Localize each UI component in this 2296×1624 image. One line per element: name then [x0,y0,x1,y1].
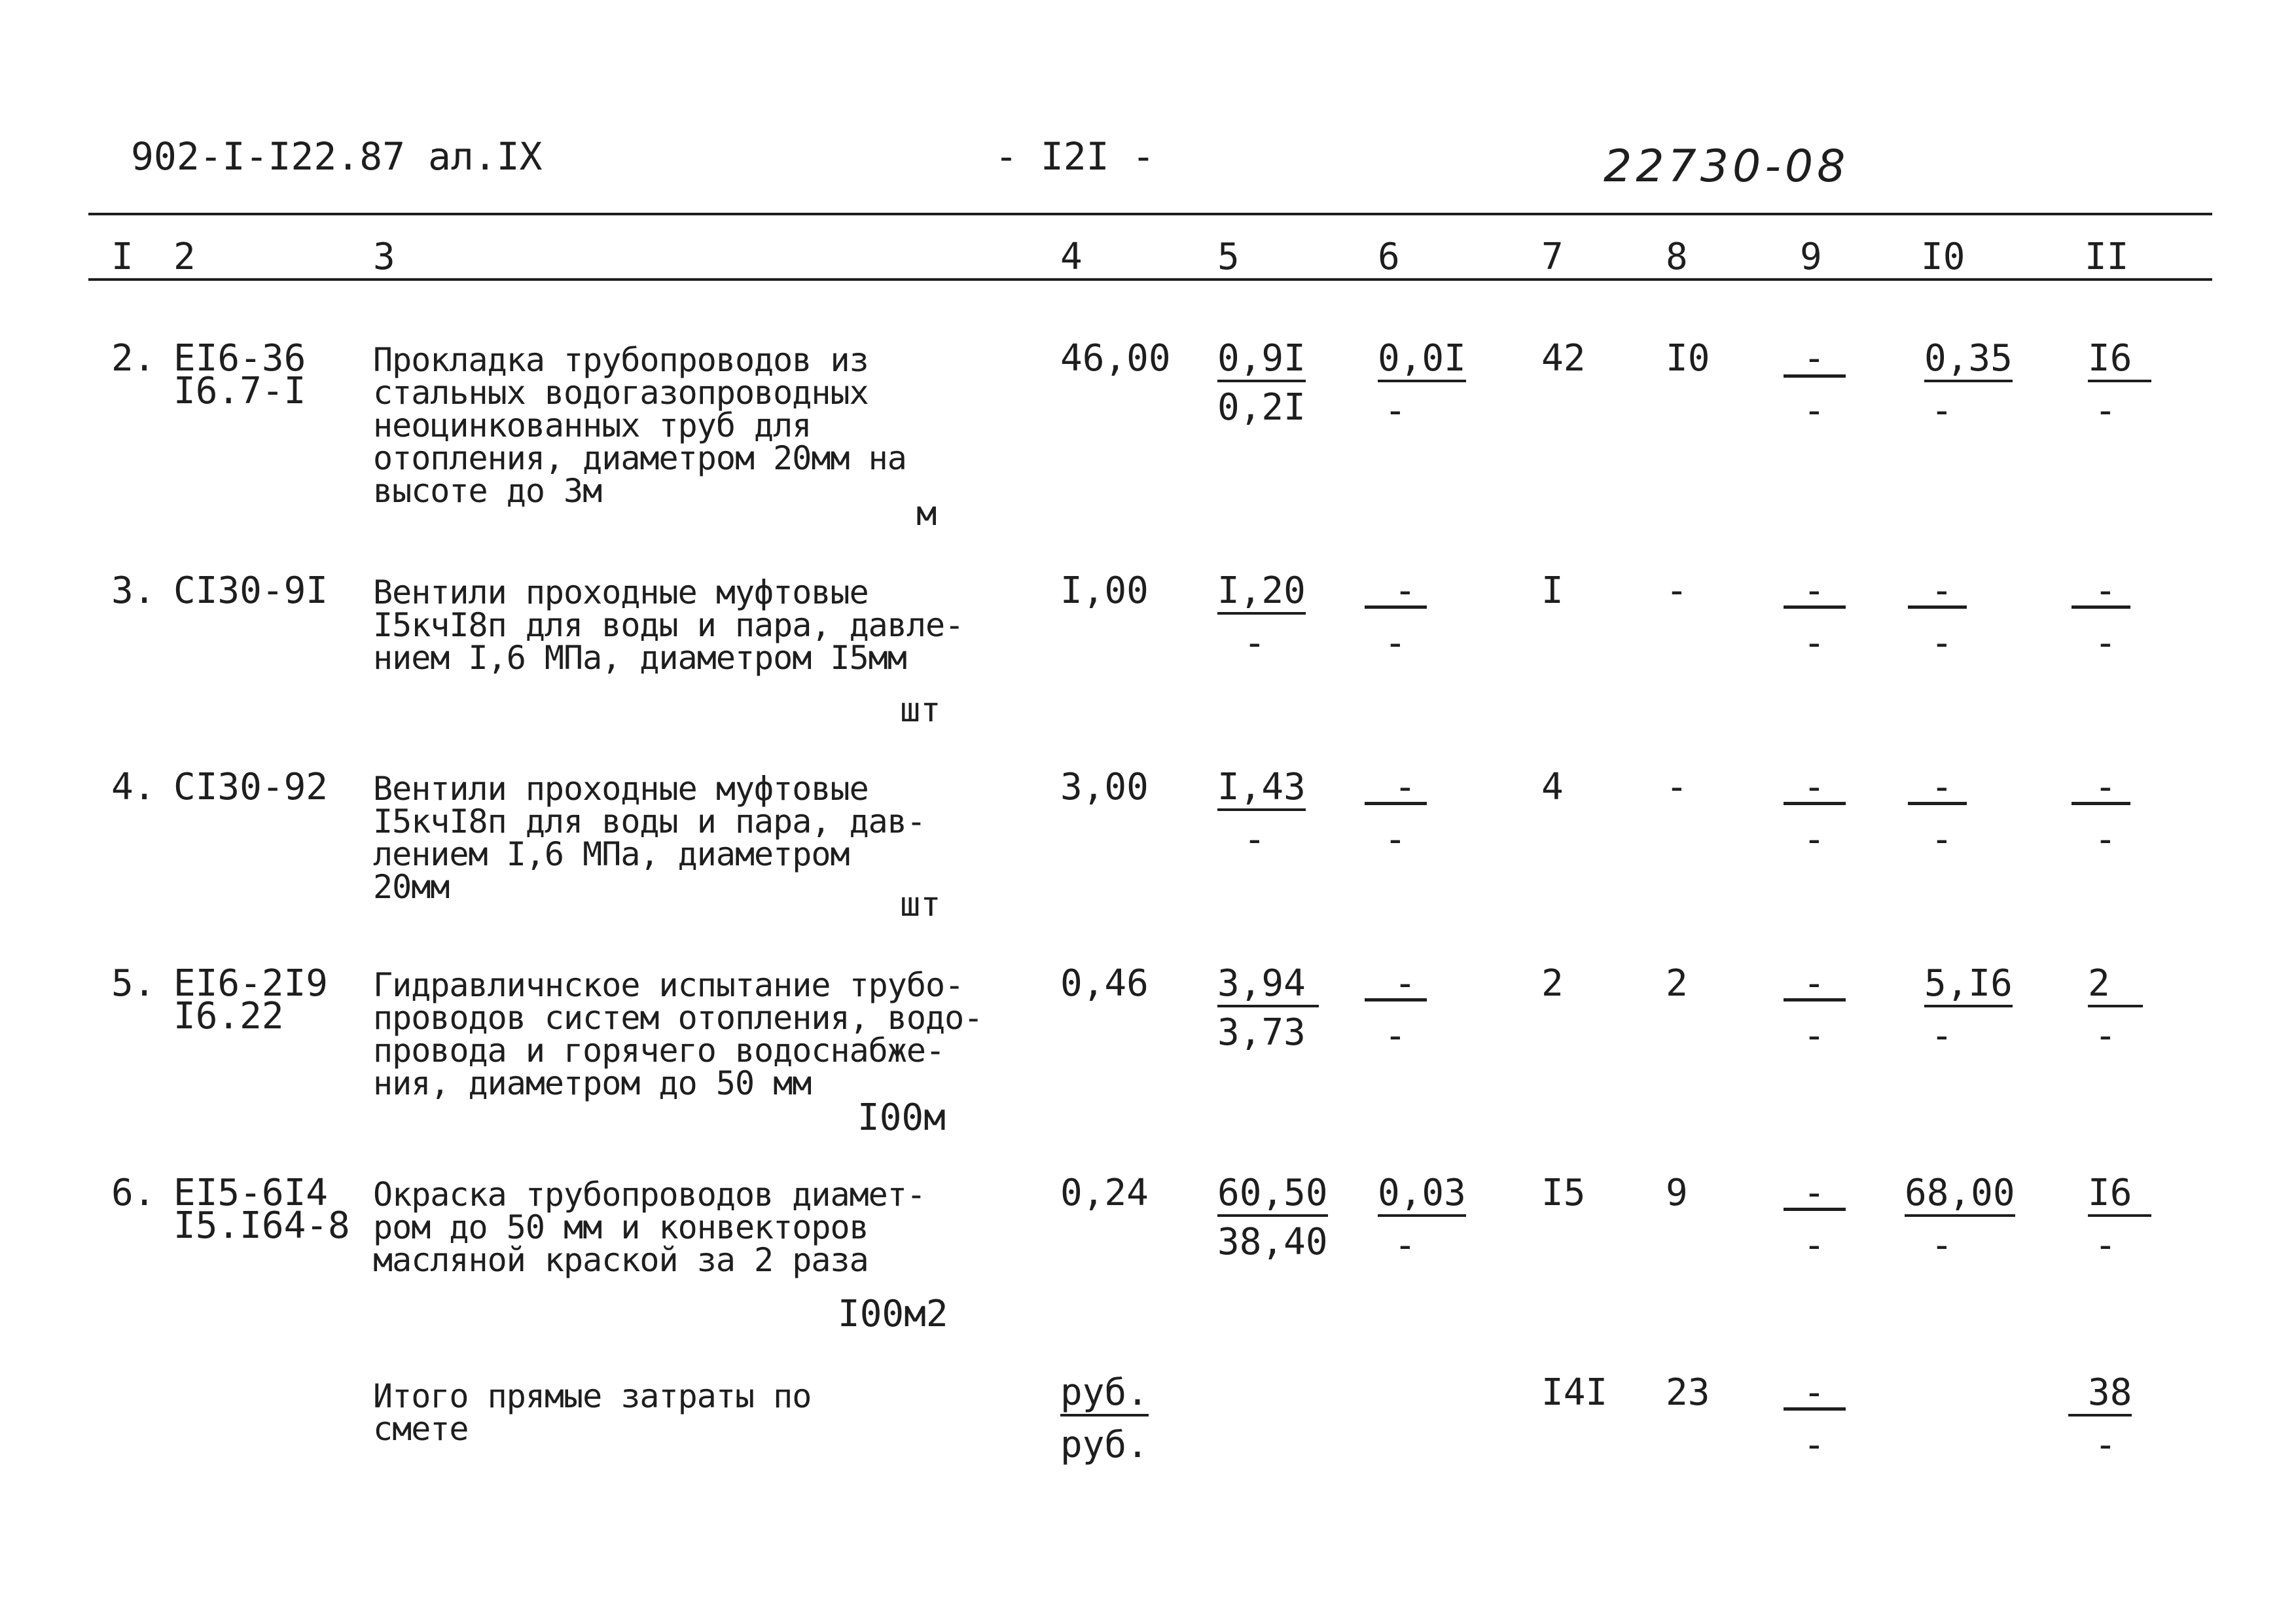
cell-col9-underline [1784,802,1846,805]
column-header-5: 5 [1217,236,1240,278]
row-description-line: масляной краской за 2 раза [373,1241,869,1279]
cell-col6-bottom: - [1384,818,1407,861]
cell-col5-top-value: I,20 [1217,573,1306,615]
row-unit: I00м [857,1096,946,1139]
drawing-number: 22730-08 [1604,141,1850,192]
cell-col9-top: - [1803,1172,1825,1214]
cell-col11-underline [2072,802,2130,805]
total-col11-top [2068,1371,2132,1416]
row-code: CI30-92 [173,766,329,808]
cell-col10-top-value: 5,I6 [1924,965,2013,1007]
cell-col5-top-value: I,43 [1217,769,1306,811]
cell-col10-top [1924,962,2013,1007]
row-code-secondary: I6.22 [173,995,284,1038]
row-unit: I00м2 [838,1293,948,1335]
cell-col11-top-value: 2 [2088,965,2143,1007]
row-code-secondary: I5.I64-8 [173,1204,350,1247]
total-description-line: смете [373,1410,469,1448]
row-number: 5. [111,962,156,1005]
cell-col10-top-value: 0,35 [1924,340,2013,382]
row-description-line: неоцинкованных труб для [373,406,812,444]
document-code: 902-I-I22.87 ал.IX [131,134,543,179]
total-unit-top-value: руб. [1060,1375,1149,1416]
cell-col11-top [2088,962,2143,1007]
row-description-line: Вентили проходные муфтовые [373,573,869,611]
cell-col7: 42 [1541,337,1586,380]
total-col9-top: - [1803,1371,1825,1414]
column-header-7: 7 [1541,236,1564,278]
cell-col11-bottom: - [2094,1224,2117,1267]
row-description-line: ния, диаметром до 50 мм [373,1064,812,1102]
cell-col8: 2 [1666,962,1688,1005]
row-number: 6. [111,1172,156,1214]
cell-col9-bottom: - [1803,1015,1825,1057]
cell-col5-top-value: 60,50 [1217,1175,1328,1217]
row-code: EI5-6I4 [173,1172,329,1214]
row-unit: шт [900,885,941,924]
cell-col6-top-value: 0,03 [1378,1175,1466,1217]
row-description-line: I5кчI8п для воды и пара, давле- [373,606,964,644]
cell-col6-top: - [1394,962,1416,1005]
cell-col6-bottom: - [1384,622,1407,664]
cell-col10-top: - [1931,569,1953,612]
cell-col6-underline [1365,802,1427,805]
row-description-line: Окраска трубопроводов диамет- [373,1176,925,1214]
cell-col5-top-value: 3,94 [1217,965,1319,1007]
row-quantity: 0,24 [1060,1172,1149,1214]
cell-col8: 9 [1666,1172,1688,1214]
cell-col6-top [1378,337,1466,382]
cell-col6-top: - [1394,766,1416,808]
cell-col9-underline [1784,1208,1846,1211]
cell-col9-bottom: - [1803,818,1825,861]
row-number: 3. [111,569,156,612]
cell-col11-top: - [2094,766,2117,808]
row-description-line: проводов систем отопления, водо- [373,999,983,1037]
cell-col6-bottom: - [1394,1224,1416,1267]
row-code: CI30-9I [173,569,329,612]
row-description-line: ром до 50 мм и конвекторов [373,1208,869,1246]
cell-col5-top [1217,962,1319,1007]
row-quantity: 3,00 [1060,766,1149,808]
column-header-4: 4 [1060,236,1083,278]
header-bottom-rule [88,278,2212,281]
cell-col9-top: - [1803,766,1825,808]
cell-col11-top-value: I6 [2088,1175,2151,1217]
column-header-8: 8 [1666,236,1688,278]
cell-col5-top-value: 0,9I [1217,340,1306,382]
cell-col10-underline [1908,605,1967,609]
cell-col10-bottom: - [1931,389,1953,432]
row-number: 2. [111,337,156,380]
total-col11-bottom: - [2094,1424,2117,1466]
page-number: - I2I - [995,134,1155,179]
row-unit: шт [900,691,941,730]
column-header-3: 3 [373,236,395,278]
total-col9-bottom: - [1803,1424,1825,1466]
total-col8: 23 [1666,1371,1710,1414]
cell-col7: 2 [1541,962,1564,1005]
cell-col10-top-value: 68,00 [1905,1175,2015,1217]
cell-col5-bottom: - [1244,818,1266,861]
cell-col7: I [1541,569,1564,612]
row-description-line: стальных водогазопроводных [373,374,869,412]
cell-col11-underline [2072,605,2130,609]
total-description-line: Итого прямые затраты по [373,1377,812,1415]
cell-col9-bottom: - [1803,622,1825,664]
cell-col9-top: - [1803,337,1825,380]
cell-col5-top [1217,766,1306,811]
row-description-line: провода и горячего водоснабже- [373,1032,945,1070]
column-header-2: 2 [173,236,196,278]
header-top-rule [88,213,2212,215]
row-description-line: высоте до 3м [373,472,602,510]
cell-col10-underline [1908,802,1967,805]
cell-col11-top [2088,1172,2151,1217]
row-unit: м [916,494,937,533]
cell-col10-bottom: - [1931,1224,1953,1267]
row-quantity: 0,46 [1060,962,1149,1005]
cell-col9-top: - [1803,962,1825,1005]
cell-col10-top [1924,337,2013,382]
cell-col7: 4 [1541,766,1564,808]
cell-col6-underline [1365,998,1427,1001]
row-number: 4. [111,766,156,808]
row-description-line: Прокладка трубопроводов из [373,341,869,379]
cell-col5-top [1217,337,1306,382]
cell-col9-underline [1784,605,1846,609]
column-header-6: 6 [1378,236,1400,278]
cell-col5-bottom: - [1244,622,1266,664]
row-description-line: Гидравличнское испытание трубо- [373,966,964,1004]
cell-col11-bottom: - [2094,622,2117,664]
row-code-secondary: I6.7-I [173,370,306,412]
cell-col11-top: - [2094,569,2117,612]
cell-col6-top [1378,1172,1466,1217]
cell-col9-underline [1784,998,1846,1001]
cell-col5-bottom: 3,73 [1217,1011,1306,1054]
cell-col8: - [1666,569,1688,612]
total-col7: I4I [1541,1371,1608,1414]
cell-col9-bottom: - [1803,1224,1825,1267]
total-col9-underline [1784,1407,1846,1411]
cell-col9-top: - [1803,569,1825,612]
cell-col10-bottom: - [1931,818,1953,861]
cell-col10-top [1905,1172,2015,1217]
cell-col5-top [1217,569,1306,615]
cell-col6-bottom: - [1384,1015,1407,1057]
cell-col5-top [1217,1172,1328,1217]
column-header-10: I0 [1921,236,1965,278]
row-code: EI6-2I9 [173,962,329,1005]
cell-col10-bottom: - [1931,1015,1953,1057]
cell-col10-bottom: - [1931,622,1953,664]
cell-col11-bottom: - [2094,1015,2117,1057]
row-quantity: I,00 [1060,569,1149,612]
row-description-line: 20мм [373,868,450,906]
cell-col9-underline [1784,374,1846,378]
total-col11-top-value: 38 [2068,1375,2132,1416]
row-quantity: 46,00 [1060,337,1171,380]
cell-col6-underline [1365,605,1427,609]
total-unit-bottom: руб. [1060,1424,1149,1466]
row-code: EI6-36 [173,337,306,380]
cell-col11-bottom: - [2094,818,2117,861]
row-description-line: отопления, диаметром 20мм на [373,439,906,477]
row-description-line: нием I,6 МПа, диаметром I5мм [373,639,906,677]
row-description-line: I5кчI8п для воды и пара, дав- [373,803,925,840]
total-unit-top [1060,1371,1149,1416]
cell-col8: I0 [1666,337,1710,380]
cell-col6-top-value: 0,0I [1378,340,1466,382]
cell-col6-bottom: - [1384,389,1407,432]
cell-col9-bottom: - [1803,389,1825,432]
cell-col11-bottom: - [2094,389,2117,432]
cell-col8: - [1666,766,1688,808]
column-header-1: I [111,236,134,278]
column-header-11: II [2085,236,2129,278]
row-description-line: лением I,6 МПа, диаметром [373,835,850,873]
cell-col5-bottom: 38,40 [1217,1221,1328,1263]
cell-col11-top-value: I6 [2088,340,2151,382]
cell-col6-top: - [1394,569,1416,612]
cell-col10-top: - [1931,766,1953,808]
cell-col7: I5 [1541,1172,1586,1214]
cell-col11-top [2088,337,2151,382]
cell-col5-bottom: 0,2I [1217,386,1306,429]
row-description-line: Вентили проходные муфтовые [373,770,869,808]
column-header-9: 9 [1800,236,1822,278]
